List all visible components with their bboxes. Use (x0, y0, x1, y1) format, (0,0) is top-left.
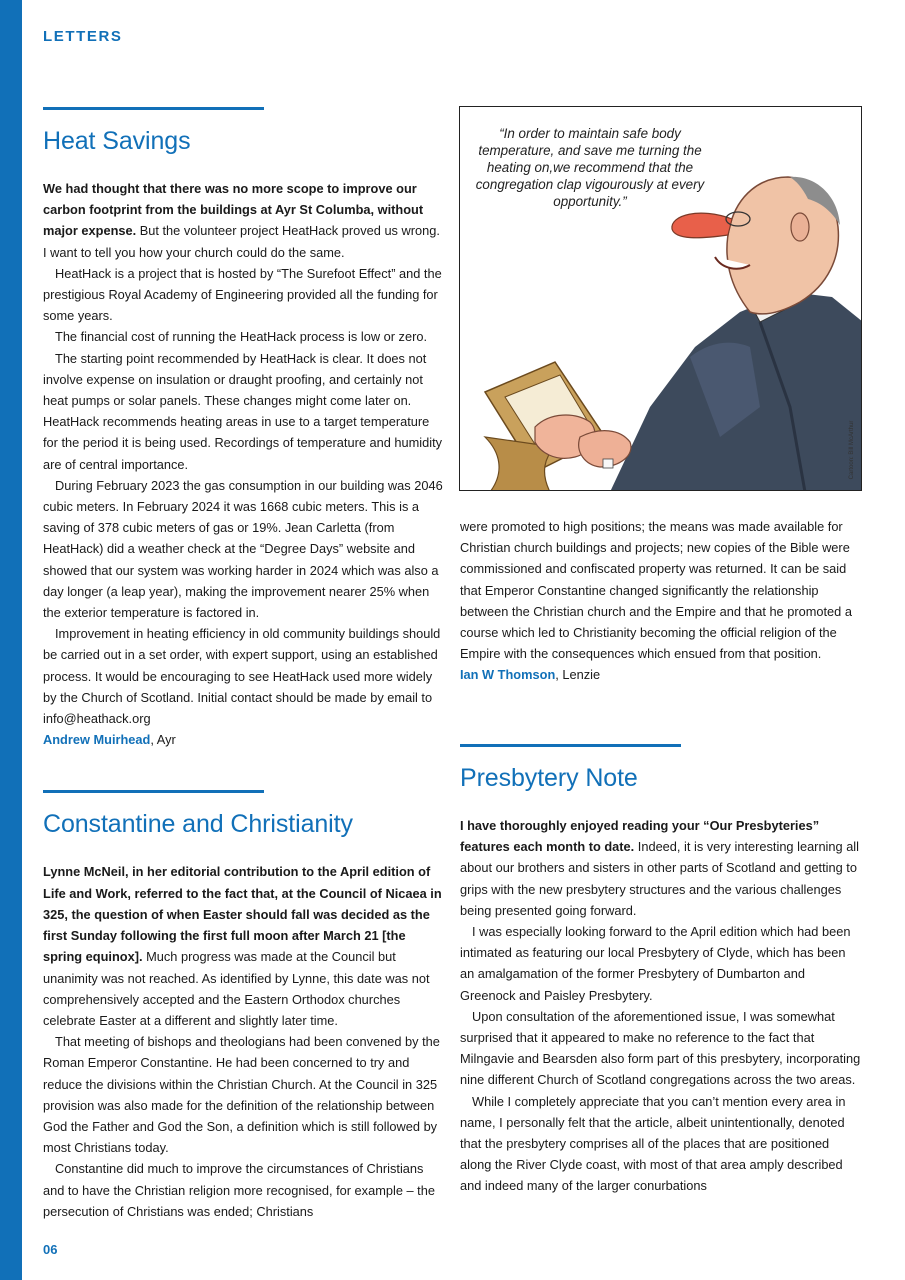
paragraph-text: Much progress was made at the Council but unanimity was not reached. As identified by Lynne, this date was not comprehensively accepted and the Eastern Orthodox churches celebrate Easter at a different and slightly later time. (43, 949, 430, 1028)
letter-constantine-continued (460, 516, 863, 686)
paragraph (43, 861, 446, 1031)
paragraph-text: But the volunteer project HeatHack proved us wrong. I want to tell you how your church could do the same. (43, 223, 440, 260)
letter-heading: Heat Savings (43, 127, 191, 155)
letter-constantine (43, 790, 446, 1221)
lead-text: I have thoroughly enjoyed reading your “Our Presbyteries” features each month to date. (460, 818, 820, 855)
letter-body (43, 178, 446, 750)
paragraph-text: Indeed, it is very interesting learning all about our brothers and sisters in other parts of Scotland and getting to grips with the new presbytery structures and the various challenges being presented going forward. (460, 839, 859, 918)
paragraph: The financial cost of running the HeatHack process is low or zero. (55, 329, 427, 345)
signature (460, 664, 863, 685)
author-name: Andrew Muirhead (43, 732, 151, 748)
author-name: Ian W Thomson (460, 667, 556, 683)
letter-body (460, 516, 863, 686)
paragraph: were promoted to high positions; the means was made available for Christian church buildings and projects; new copies of the Bible were commissioned and confiscated property was returned. It can be said that Emperor Constantine changed significantly the relationship between the Christian church and the Empire and that he promoted a course which led to Christianity becoming the official religion of the Empire with the consequences which ensued from that position. (460, 519, 852, 662)
left-column (43, 107, 446, 1222)
letter-heading: Presbytery Note (460, 764, 638, 792)
paragraph (43, 178, 446, 263)
paragraph: Upon consultation of the aforementioned issue, I was somewhat surprised that it appeared to make no reference to the fact that Milngavie and Bearsden also form part of this presbytery, incorporating nine different Church of Scotland congregations across the two areas. (460, 1008, 861, 1088)
paragraph: While I completely appreciate that you can’t mention every area in name, I personally felt that the article, albeit unintentionally, denoted that the presbytery comprises all of the places that are positioned along the River Clyde coast, with most of that area amply described and indeed many of the larger conurbations (460, 1093, 846, 1194)
paragraph: Improvement in heating efficiency in old community buildings should be carried out in a set order, with expert support, using an established process. It would be encouraging to see HeatHack used more widely by the Church of Scotland. Initial contact should be made by email to info@heathack.org (43, 626, 441, 727)
lead-text: Lynne McNeil, in her editorial contribution to the April edition of Life and Work, referred to the fact that, at the Council of Nicaea in 325, the question of when Easter should fall was decided as the first Sunday following the first full moon after March 21 [the spring equinox]. (43, 864, 442, 965)
paragraph (460, 815, 863, 921)
author-place: , Lenzie (555, 667, 601, 683)
ear (791, 213, 809, 241)
paragraph: The starting point recommended by HeatHack is clear. It does not involve expense on insulation or draught proofing, and certainly not heat pumps or solar panels. These changes might come later on. HeatHack recommends heating areas in use to a target temperature for the period it is being used. Recordings of temperature and humidity are of central importance. (43, 350, 443, 472)
letter-presbytery-note (460, 744, 863, 1197)
heading-rule (460, 744, 681, 747)
lead-text: We had thought that there was no more scope to improve our carbon footprint from the buildings at Ayr St Columba, without major expense. (43, 181, 424, 239)
letter-heat-savings (43, 107, 446, 750)
heading-rule (43, 790, 264, 793)
paragraph: Constantine did much to improve the circumstances of Christians and to have the Christian religion more recognised, for example – the persecution of Christians was ended; Christians (43, 1161, 435, 1219)
cartoon-credit: Cartoon: Bill McArthur (849, 420, 855, 480)
paragraph: I was especially looking forward to the April edition which had been intimated as featuring our local Presbytery of Clyde, which has been an amalgamation of the former Presbytery of Dumbarton and Greenock and Paisley Presbytery. (460, 924, 851, 1003)
letter-body (43, 861, 446, 1221)
cuff (603, 459, 613, 468)
paragraph: HeatHack is a project that is hosted by “The Surefoot Effect” and the prestigious Royal Academy of Engineering provided all the funding for some years. (43, 265, 442, 324)
paragraph: That meeting of bishops and theologians had been convened by the Roman Emperor Constantine. He had been concerned to try and reduce the divisions within the Christian Church. At the Council in 325 provision was also made for the definition of the relationship between God the Father and God the Son, a definition which is still followed by most Christians today. (43, 1034, 440, 1156)
cartoon-illustration (459, 106, 862, 491)
heading-rule (43, 107, 264, 110)
letter-heading: Constantine and Christianity (43, 810, 353, 839)
author-place: , Ayr (150, 732, 176, 748)
side-accent-bar (0, 0, 22, 1280)
paragraph: During February 2023 the gas consumption in our building was 2046 cubic meters. In February 2024 it was 1668 cubic meters. This is a saving of 378 cubic meters of gas or 19%. Jean Carletta (from HeatHack) did a weather check at the “Degree Days” website and showed that our system was working harder in 2024 which was also a day longer (a leap year), making the improvement nearer 25% when the exterior temperature is factored in. (43, 477, 443, 621)
cartoon-caption: “In order to maintain safe body temperature, and save me turning the heating on,we recommend that the congregation clap vigourously at every opportunity.” (475, 126, 705, 209)
section-label: LETTERS (43, 28, 123, 45)
page-number: 06 (43, 1242, 58, 1257)
nose (672, 213, 732, 238)
letter-body (460, 815, 863, 1197)
signature (43, 729, 446, 750)
